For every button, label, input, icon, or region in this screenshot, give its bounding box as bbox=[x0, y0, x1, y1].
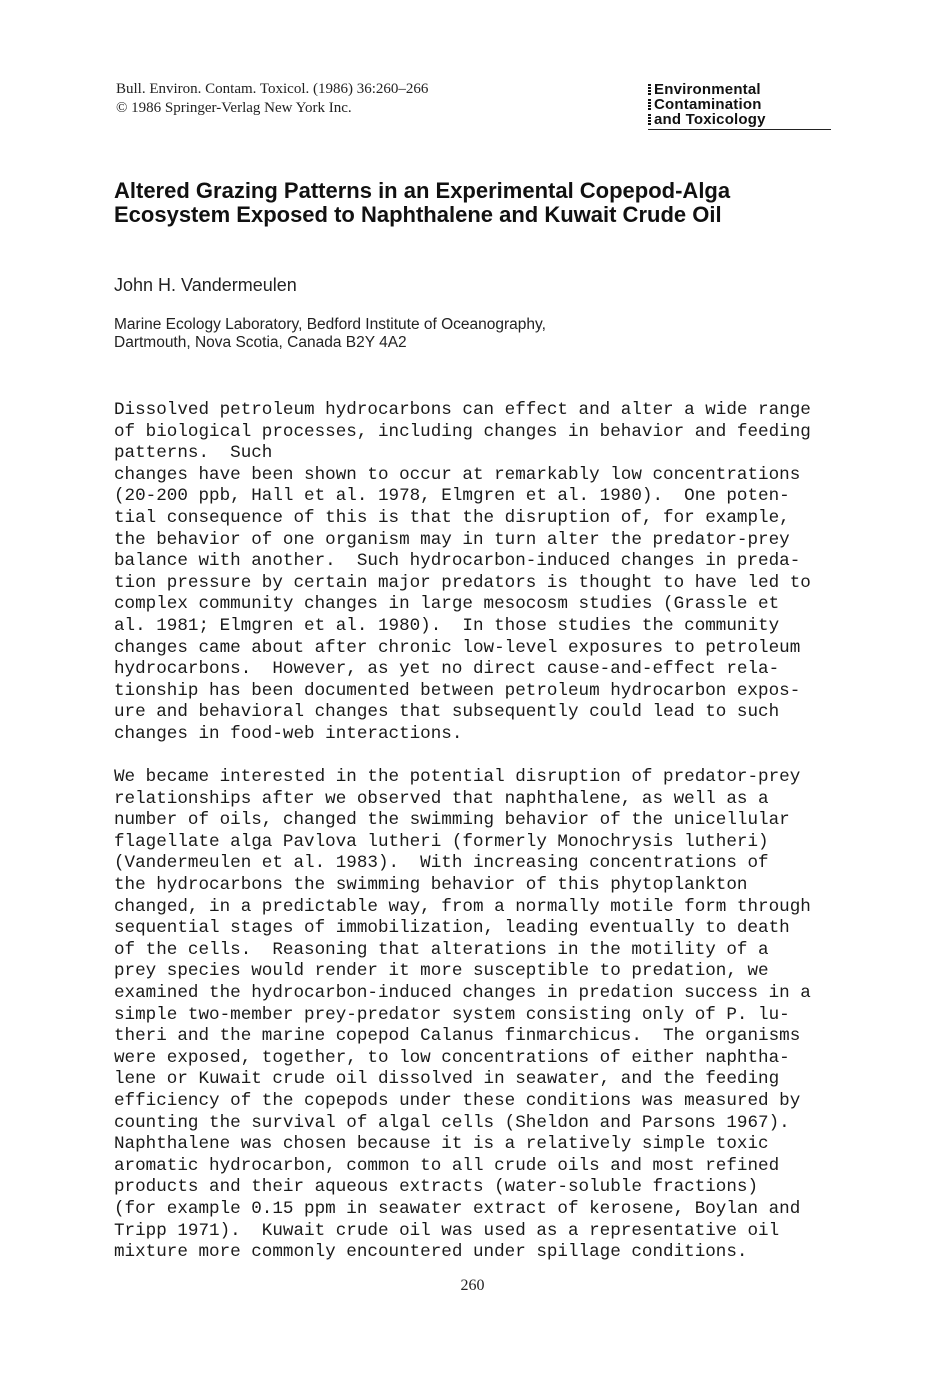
article-body bbox=[114, 400, 854, 1285]
text-line: al. 1981; Elmgren et al. 1980). In those studies the community bbox=[114, 615, 780, 636]
page-number: 260 bbox=[460, 1277, 485, 1294]
text-line: We became interested in the potential disruption of predator-prey bbox=[114, 767, 801, 788]
journal-logo-line: Environmental bbox=[654, 81, 761, 98]
text-line: Tripp 1971). Kuwait crude oil was used as a representative oil bbox=[114, 1220, 780, 1241]
text-line: efficiency of the copepods under these conditions was measured by bbox=[114, 1091, 801, 1111]
text-line: (Vandermeulen et al. 1983). With increasing concentrations of bbox=[114, 853, 769, 874]
text-line: Dissolved petroleum hydrocarbons can effect and alter a wide range bbox=[114, 400, 811, 420]
text-line: simple two-member prey-predator system consisting only of P. lu- bbox=[114, 1004, 790, 1025]
journal-logo-line: and Toxicology bbox=[654, 111, 766, 128]
copyright-line: © 1986 Springer-Verlag New York Inc. bbox=[116, 100, 352, 116]
text-line: (20-200 ppb, Hall et al. 1978, Elmgren et al. 1980). One poten- bbox=[114, 486, 790, 507]
paragraph-1 bbox=[114, 400, 854, 746]
text-line: complex community changes in large mesocosm studies (Grassle et bbox=[114, 594, 780, 615]
text-line: products and their aqueous extracts (water-soluble fractions) bbox=[114, 1177, 759, 1198]
text-line: changes in food-web interactions. bbox=[114, 723, 463, 744]
text-line: changes have been shown to occur at remarkably low concentrations bbox=[114, 464, 801, 485]
journal-logo bbox=[648, 82, 831, 130]
text-line: aromatic hydrocarbon, common to all crude oils and most refined bbox=[114, 1155, 780, 1176]
text-line: the hydrocarbons the swimming behavior of this phytoplankton bbox=[114, 875, 748, 896]
text-line: patterns. Such bbox=[114, 443, 273, 464]
text-line: (for example 0.15 ppm in seawater extract of kerosene, Boylan and bbox=[114, 1198, 801, 1219]
text-line: tial consequence of this is that the disruption of, for example, bbox=[114, 507, 790, 528]
journal-logo-line: Contamination bbox=[654, 96, 762, 113]
text-line: changed, in a predictable way, from a normally motile form through bbox=[114, 896, 811, 917]
text-line: theri and the marine copepod Calanus finmarchicus. The organisms bbox=[114, 1026, 801, 1047]
citation-block bbox=[116, 80, 428, 118]
text-line: number of oils, changed the swimming behavior of the unicellular bbox=[114, 810, 790, 831]
text-line: tionship has been documented between petroleum hydrocarbon expos- bbox=[114, 680, 801, 701]
text-line: hydrocarbons. However, as yet no direct cause-and-effect rela- bbox=[114, 659, 780, 680]
text-line: mixture more commonly encountered under spillage conditions. bbox=[114, 1242, 748, 1263]
author-name: John H. Vandermeulen bbox=[114, 275, 297, 295]
affiliation-line: Marine Ecology Laboratory, Bedford Institute of Oceanography, bbox=[114, 316, 546, 333]
text-line: tion pressure by certain major predators is thought to have led to bbox=[114, 572, 811, 593]
text-line: of the cells. Reasoning that alterations in the motility of a bbox=[114, 939, 769, 960]
article-title: Altered Grazing Patterns in an Experimental Copepod-Alga Ecosystem Exposed to Naphthalene and Kuwait Crude Oil bbox=[114, 178, 731, 227]
text-line: lene or Kuwait crude oil dissolved in seawater, and the feeding bbox=[114, 1069, 780, 1090]
affiliation bbox=[114, 316, 546, 352]
logo-mark-icon bbox=[648, 84, 651, 95]
text-line: were exposed, together, to low concentrations of either naphtha- bbox=[114, 1047, 790, 1068]
text-line: flagellate alga Pavlova lutheri (formerly Monochrysis lutheri) bbox=[114, 831, 769, 852]
text-line: balance with another. Such hydrocarbon-induced changes in preda- bbox=[114, 551, 801, 572]
logo-mark-icon bbox=[648, 114, 651, 125]
text-line: relationships after we observed that naphthalene, as well as a bbox=[114, 788, 769, 809]
text-line: sequential stages of immobilization, leading eventually to death bbox=[114, 918, 790, 939]
citation-line: Bull. Environ. Contam. Toxicol. (1986) 36:260–266 bbox=[116, 81, 429, 97]
logo-mark-icon bbox=[648, 99, 651, 110]
text-line: ure and behavioral changes that subsequently could lead to such bbox=[114, 702, 780, 723]
paragraph-2 bbox=[114, 767, 854, 1264]
text-line: Naphthalene was chosen because it is a relatively simple toxic bbox=[114, 1134, 769, 1155]
text-line: of biological processes, including changes in behavior and feeding bbox=[114, 421, 811, 442]
text-line: examined the hydrocarbon-induced changes in predation success in a bbox=[114, 983, 811, 1004]
affiliation-line: Dartmouth, Nova Scotia, Canada B2Y 4A2 bbox=[114, 334, 407, 351]
text-line: changes came about after chronic low-level exposures to petroleum bbox=[114, 637, 801, 658]
text-line: the behavior of one organism may in turn alter the predator-prey bbox=[114, 529, 790, 550]
text-line: counting the survival of algal cells (Sheldon and Parsons 1967). bbox=[114, 1112, 790, 1133]
text-line: prey species would render it more susceptible to predation, we bbox=[114, 961, 769, 982]
